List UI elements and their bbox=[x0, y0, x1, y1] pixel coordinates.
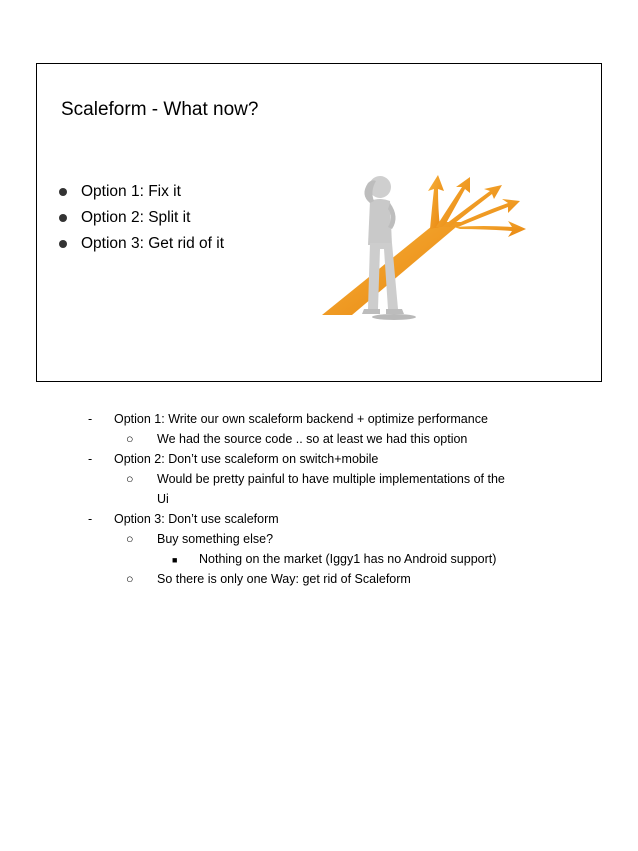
slide-bullet-list bbox=[57, 179, 224, 257]
slide-title: Scaleform - What now? bbox=[61, 99, 259, 120]
bullet-item: Option 2: Split it bbox=[57, 205, 224, 231]
slide bbox=[36, 63, 602, 382]
bullet-item: Option 1: Fix it bbox=[57, 179, 224, 205]
bullet-dot-icon bbox=[59, 214, 67, 222]
bullet-dot-icon bbox=[59, 240, 67, 248]
person-at-crossroads-arrows-icon bbox=[312, 167, 532, 322]
bullet-item: Option 3: Get rid of it bbox=[57, 231, 224, 257]
bullet-dot-icon bbox=[59, 188, 67, 196]
